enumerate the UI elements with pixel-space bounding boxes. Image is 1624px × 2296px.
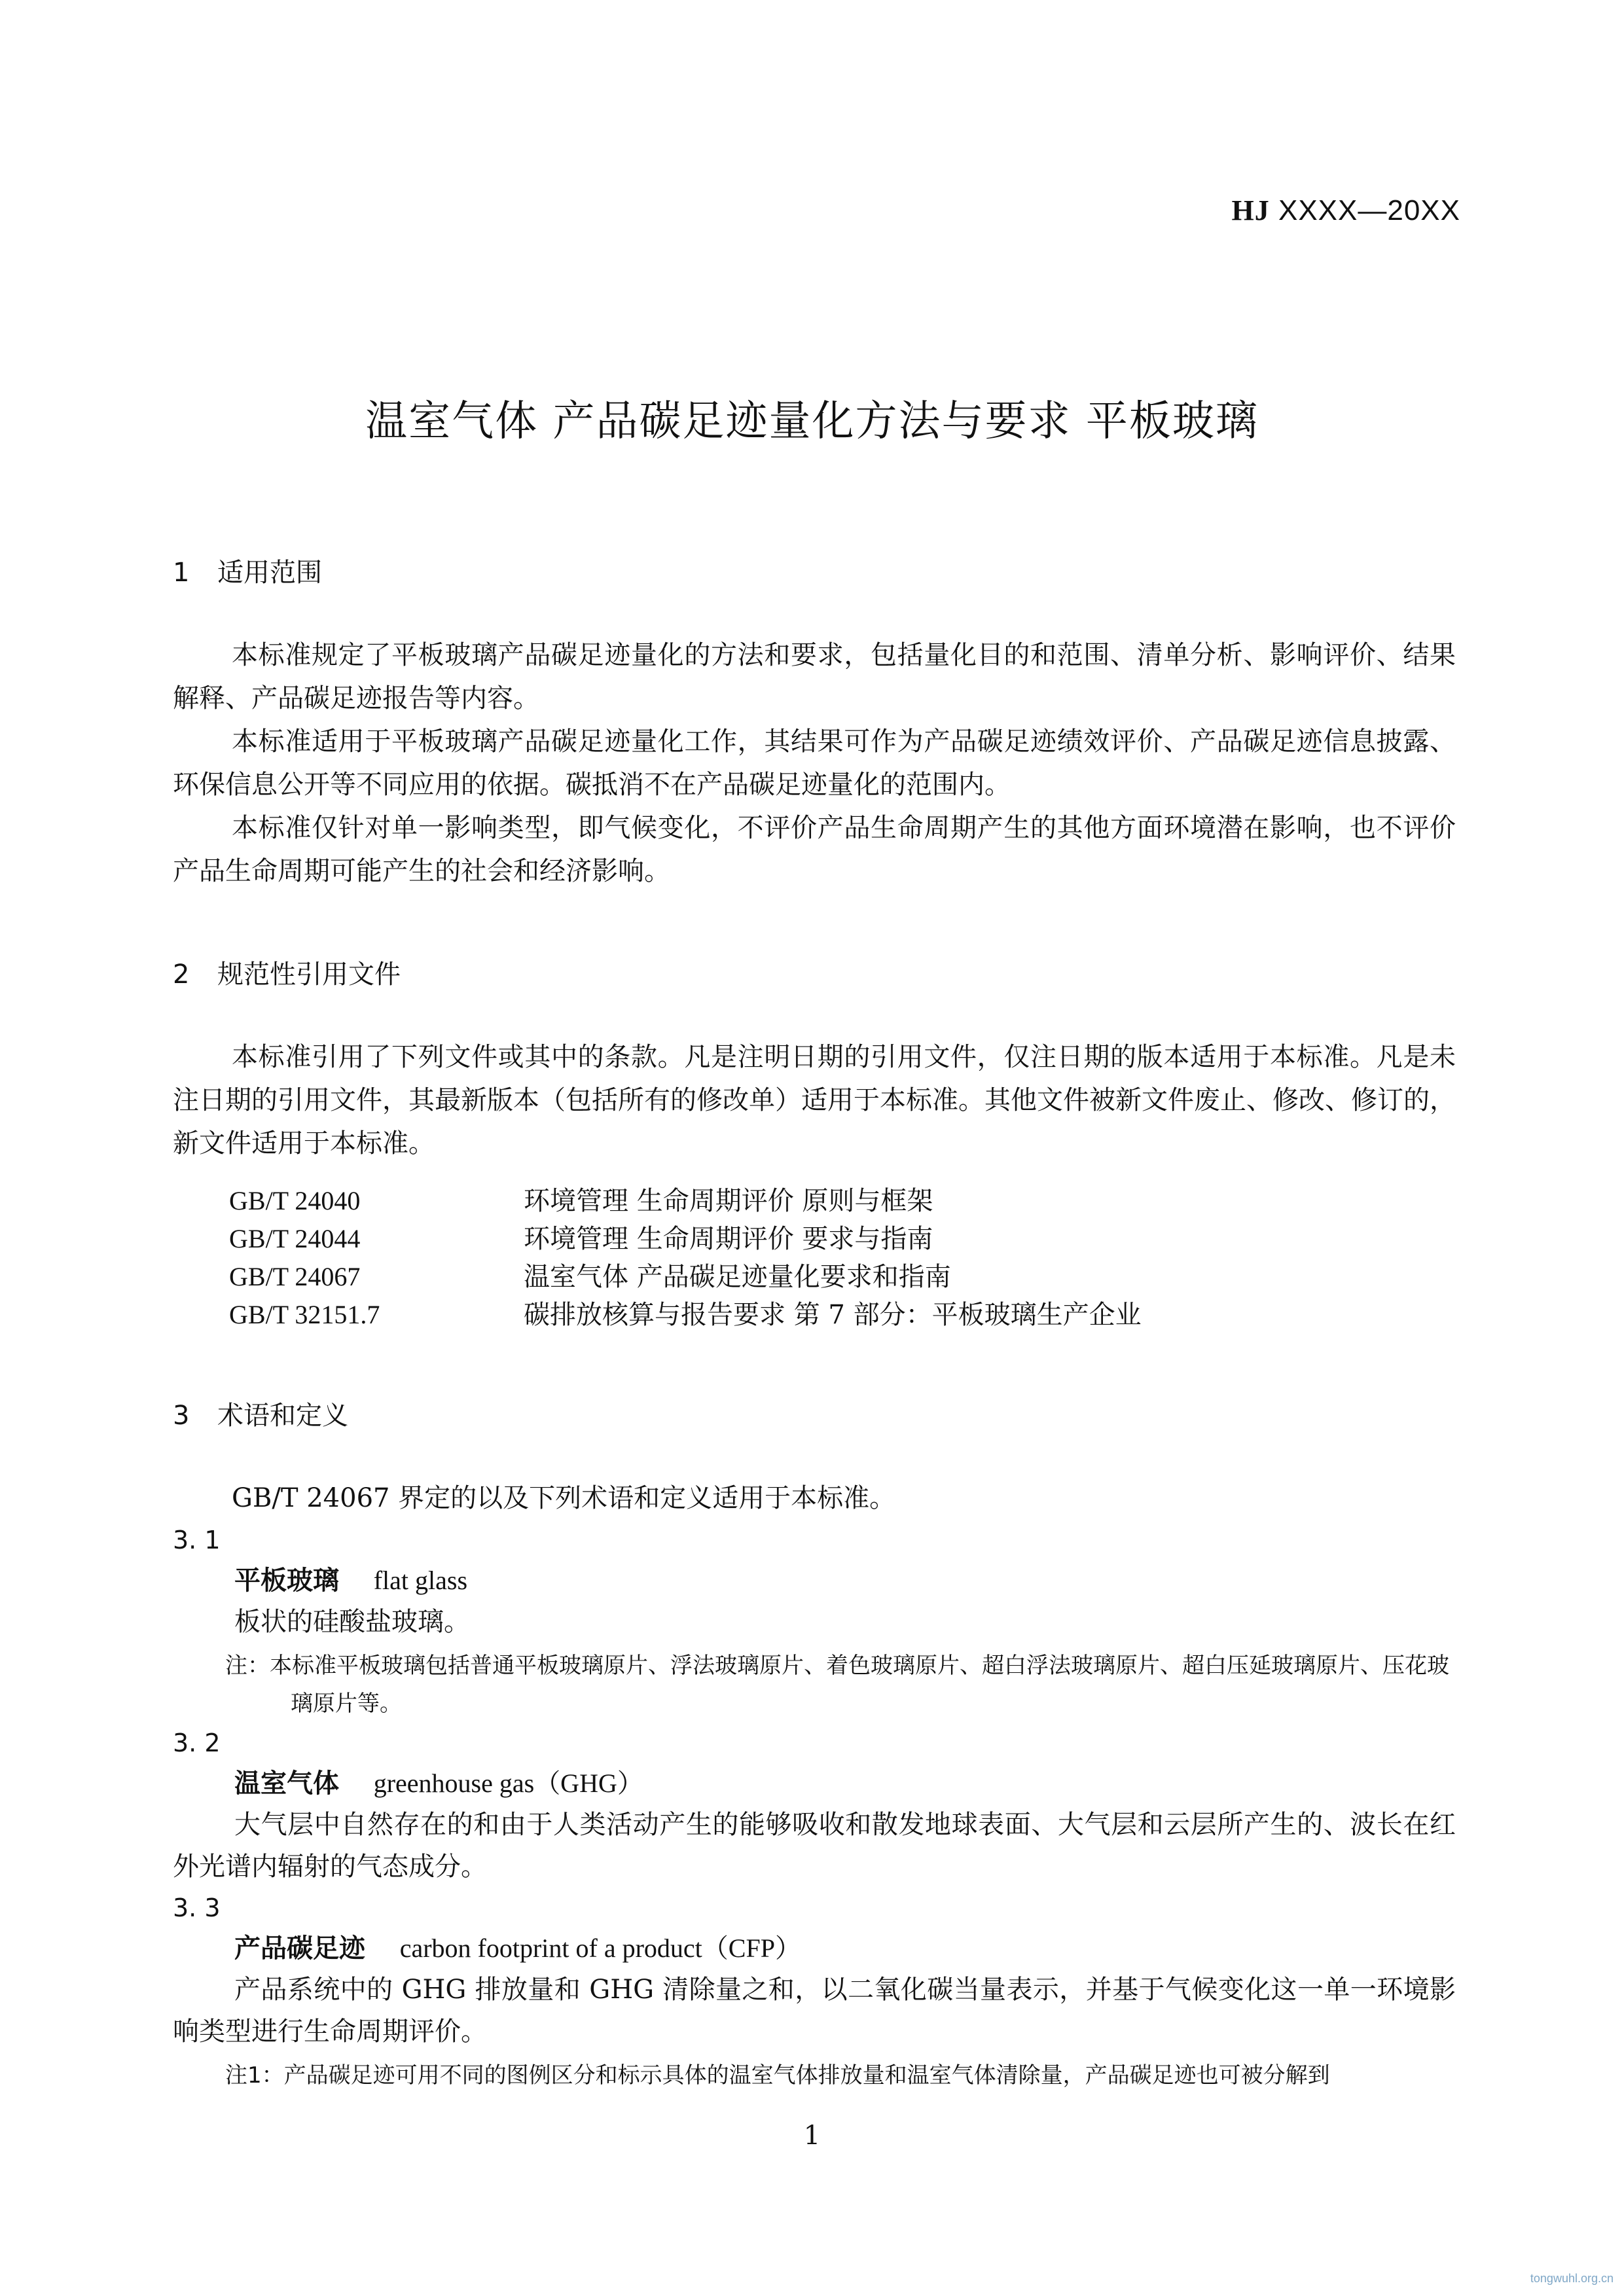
term-definition: 板状的硅酸盐玻璃。 [234, 1607, 470, 1637]
paragraph: 本标准规定了平板玻璃产品碳足迹量化的方法和要求，包括量化目的和范围、清单分析、影响评价、结果解释、产品碳足迹报告等内容。 [173, 640, 1456, 713]
watermark-text: tongwuhl.org.cn [1530, 2272, 1614, 2285]
note-text: 产品碳足迹可用不同的图例区分和标示具体的温室气体排放量和温室气体清除量，产品碳足迹也可被分解到 [283, 2062, 1330, 2089]
reference-title: 环境管理 生命周期评价 要求与指南 [524, 1224, 933, 1254]
section-heading-terms-definitions [173, 1394, 1456, 1437]
term-entry [234, 1928, 1456, 1969]
term-entry [234, 1763, 1456, 1804]
section-number: 1 [173, 558, 190, 588]
term-english: greenhouse gas（GHG） [373, 1768, 643, 1798]
clause-number: 3. 1 [173, 1526, 221, 1554]
section-number: 3 [173, 1401, 190, 1431]
standard-code [1232, 194, 1461, 227]
reference-title: 环境管理 生命周期评价 原则与框架 [524, 1186, 933, 1216]
note-label: 注： [225, 1653, 270, 1679]
term-chinese: 产品碳足迹 [234, 1933, 365, 1964]
section-title: 规范性引用文件 [217, 960, 401, 990]
note-label: 注1： [225, 2062, 284, 2089]
reference-title: 温室气体 产品碳足迹量化要求和指南 [524, 1262, 951, 1292]
reference-item [229, 1258, 1456, 1296]
document-body [173, 537, 1456, 2094]
reference-item [229, 1220, 1456, 1258]
paragraph: 本标准仅针对单一影响类型，即气候变化，不评价产品生命周期产生的其他方面环境潜在影响，也不评价产品生命周期可能产生的社会和经济影响。 [173, 813, 1456, 886]
term-definition: 产品系统中的 GHG 排放量和 GHG 清除量之和，以二氧化碳当量表示，并基于气候变化这一单一环境影响类型进行生命周期评价。 [173, 1975, 1456, 2047]
page-number: 1 [803, 2121, 821, 2151]
reference-code: GB/T 24067 [229, 1262, 361, 1291]
note-text: 本标准平板玻璃包括普通平板玻璃原片、浮法玻璃原片、着色玻璃原片、超白浮法玻璃原片、超白压延玻璃原片、压花玻璃原片等。 [270, 1653, 1449, 1717]
section-title: 术语和定义 [217, 1401, 348, 1431]
document-title: 温室气体 产品碳足迹量化方法与要求 平板玻璃 [365, 397, 1259, 446]
section-number: 2 [173, 960, 190, 990]
clause-number: 3. 2 [173, 1729, 221, 1757]
section-heading-normative-references [173, 953, 1456, 996]
term-chinese: 平板玻璃 [234, 1566, 339, 1596]
section-title: 适用范围 [217, 558, 322, 588]
paragraph: 本标准适用于平板玻璃产品碳足迹量化工作，其结果可作为产品碳足迹绩效评价、产品碳足迹信息披露、环保信息公开等不同应用的依据。碳抵消不在产品碳足迹量化的范围内。 [173, 726, 1456, 800]
paragraph: GB/T 24067 界定的以及下列术语和定义适用于本标准。 [232, 1483, 896, 1513]
reference-item [229, 1182, 1456, 1220]
reference-title: 碳排放核算与报告要求 第 7 部分：平板玻璃生产企业 [524, 1300, 1142, 1330]
standard-number: XXXX—20XX [1278, 194, 1460, 226]
reference-item [229, 1296, 1456, 1334]
term-note [225, 1647, 1456, 1723]
term-english: flat glass [373, 1566, 468, 1595]
reference-code: GB/T 24040 [229, 1186, 361, 1215]
section-heading-scope [173, 551, 1456, 594]
standard-prefix: HJ [1231, 194, 1270, 226]
term-entry [234, 1560, 1456, 1601]
term-definition: 大气层中自然存在的和由于人类活动产生的能够吸收和散发地球表面、大气层和云层所产生的、波长在红外光谱内辐射的气态成分。 [173, 1810, 1456, 1882]
clause-number: 3. 3 [173, 1893, 221, 1922]
term-english: carbon footprint of a product（CFP） [399, 1933, 801, 1963]
reference-list [229, 1182, 1456, 1334]
reference-code: GB/T 24044 [229, 1224, 361, 1253]
term-chinese: 温室气体 [234, 1768, 339, 1799]
paragraph: 本标准引用了下列文件或其中的条款。凡是注明日期的引用文件，仅注日期的版本适用于本标准。凡是未注日期的引用文件，其最新版本（包括所有的修改单）适用于本标准。其他文件被新文件废止、修改、修订的，新文件适用于本标准。 [173, 1042, 1456, 1158]
term-note [225, 2056, 1456, 2094]
reference-code: GB/T 32151.7 [229, 1300, 380, 1329]
